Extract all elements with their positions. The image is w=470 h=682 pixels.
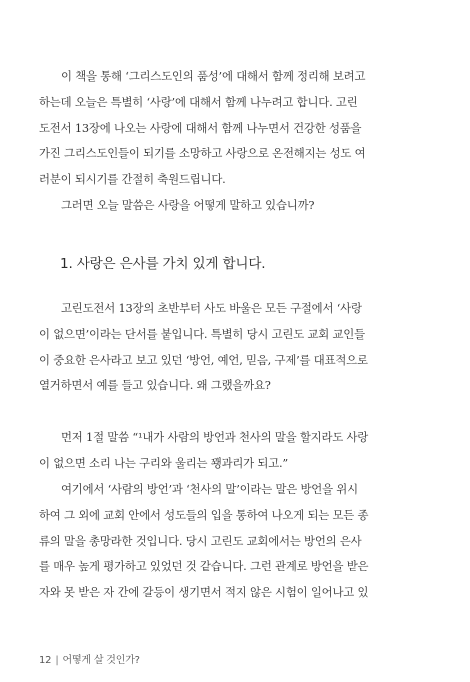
paragraph-intro — [39, 64, 431, 193]
text-line: 류의 말을 총망라한 것입니다. 당시 고린도 교회에서는 방언의 은사 — [39, 533, 362, 548]
text-line: 이 없으면 소리 나는 구리와 울리는 꽹과리가 되고.” — [39, 455, 289, 470]
text-line: 고린도전서 13장의 초반부터 사도 바울은 모든 구절에서 ‘사랑 — [61, 301, 362, 315]
page-footer — [39, 651, 140, 666]
paragraph-verse-quote — [39, 425, 431, 477]
section-heading: 1. 사랑은 은사를 가치 있게 합니다. — [60, 256, 266, 272]
text-line: 도전서 13장에 나오는 사랑에 대해서 함께 나누면서 건강한 성품을 — [39, 120, 362, 135]
text-line: 이 없으면’이라는 단서를 붙입니다. 특별히 당시 고린도 교회 교인들 — [39, 326, 365, 341]
paragraph-body-2 — [39, 477, 431, 606]
text-line: 여기에서 ‘사람의 방언’과 ‘천사의 말’이라는 말은 방언을 위시 — [61, 482, 358, 496]
text-line: 이 책을 통해 ‘그리스도인의 품성’에 대해서 함께 정리해 보려고 — [61, 69, 366, 83]
text-line: 열거하면서 예를 들고 있습니다. 왜 그랬을까요? — [39, 378, 271, 393]
paragraph-question — [39, 193, 431, 219]
text-line: 하는데 오늘은 특별히 ‘사랑’에 대해서 함께 나누려고 합니다. 고린 — [39, 94, 358, 109]
text-line: 먼저 1절 말씀 “¹내가 사람의 방언과 천사의 말을 할지라도 사랑 — [61, 430, 369, 444]
text-line: 가진 그리스도인들이 되기를 소망하고 사랑으로 온전해지는 성도 여 — [39, 146, 366, 161]
text-line: 를 매우 높게 평가하고 있었던 것 같습니다. 그런 관계로 방언을 받은 — [39, 559, 369, 574]
text-line: 러분이 되시기를 간절히 축원드립니다. — [39, 172, 226, 187]
text-line: 하여 그 외에 교회 안에서 성도들의 입을 통하여 나오게 되는 모든 종 — [39, 507, 369, 522]
book-title: 어떻게 살 것인가? — [62, 655, 140, 666]
text-line: 그러면 오늘 말씀은 사랑을 어떻게 말하고 있습니까? — [61, 198, 315, 212]
paragraph-body-1 — [39, 296, 431, 399]
footer-separator: | — [55, 655, 59, 666]
page-number: 12 — [39, 655, 52, 666]
text-line: 자와 못 받은 자 간에 갈등이 생기면서 적지 않은 시험이 일어나고 있 — [39, 585, 369, 600]
text-line: 이 중요한 은사라고 보고 있던 ‘방언, 예언, 믿음, 구제’를 대표적으로 — [39, 352, 368, 367]
